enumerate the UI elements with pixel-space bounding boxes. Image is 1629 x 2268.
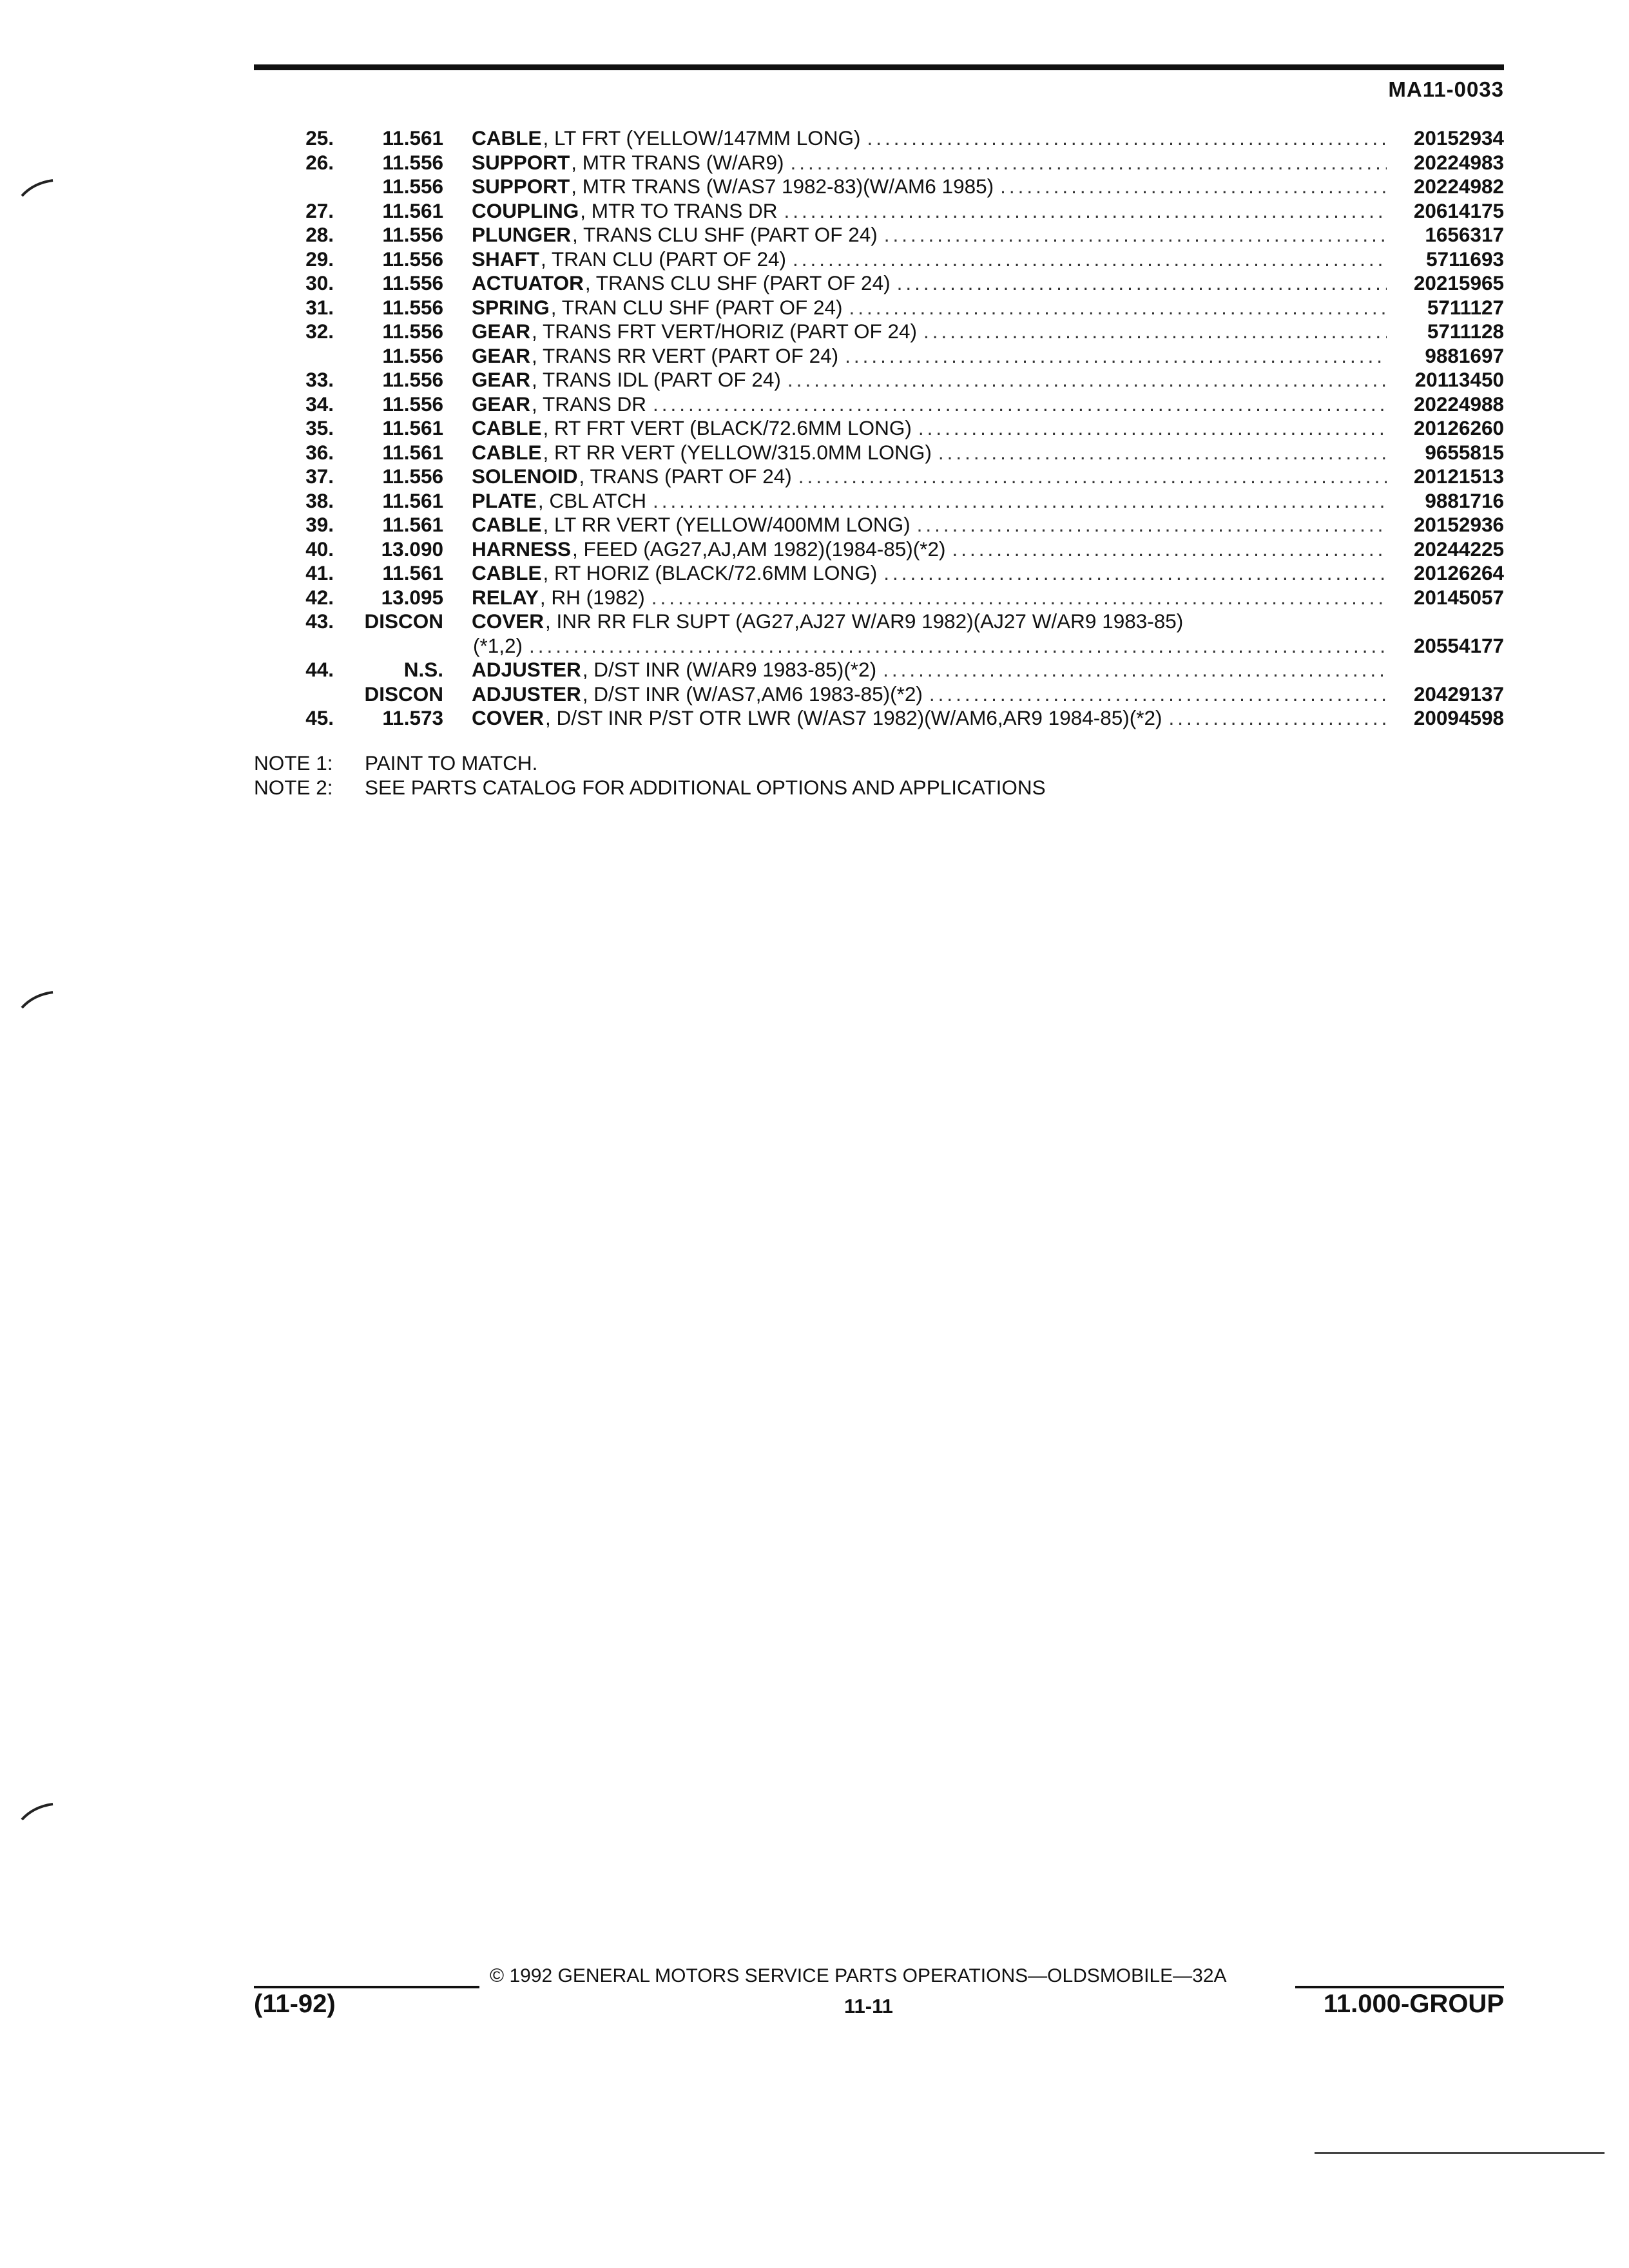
- part-name: COUPLING: [472, 198, 579, 222]
- part-number: 20429137: [1413, 682, 1504, 706]
- dot-leader: [994, 175, 1387, 199]
- part-name: PLATE: [472, 488, 537, 512]
- part-detail: , RH (1982): [539, 585, 645, 609]
- item-number: 43.: [305, 610, 334, 633]
- part-description: [472, 489, 1387, 514]
- part-name: SUPPORT: [472, 150, 570, 174]
- item-number: 39.: [305, 513, 334, 536]
- item-number: 36.: [305, 440, 334, 464]
- punch-mark: [19, 1798, 55, 1823]
- dot-leader: [784, 151, 1387, 175]
- dot-leader: [646, 392, 1387, 417]
- footer-rule: [254, 1986, 479, 1988]
- part-row: [254, 320, 1504, 344]
- part-description: [472, 199, 1387, 224]
- dot-leader: [792, 465, 1387, 489]
- item-number: 27.: [305, 198, 334, 222]
- part-description: [472, 151, 1387, 175]
- part-detail: , CBL ATCH: [537, 488, 646, 512]
- note-row: [254, 776, 1046, 800]
- group-number: 13.095: [381, 585, 443, 609]
- part-description: [472, 561, 1387, 586]
- group-number: 11.561: [382, 440, 443, 464]
- part-number: 5711693: [1426, 247, 1504, 271]
- part-detail: , TRANS FRT VERT/HORIZ (PART OF 24): [532, 320, 918, 343]
- dot-leader: [645, 586, 1387, 610]
- item-number: 34.: [305, 392, 334, 416]
- part-row: [254, 271, 1504, 296]
- dot-leader: [786, 247, 1387, 272]
- part-description: [472, 610, 1387, 634]
- group-number: 11.561: [382, 488, 443, 512]
- part-number: 9881697: [1425, 343, 1504, 367]
- part-description: [472, 344, 1387, 369]
- part-number: 20145057: [1413, 585, 1504, 609]
- item-number: 25.: [305, 126, 334, 149]
- group-number: 11.556: [382, 271, 443, 294]
- part-description: [472, 247, 1387, 272]
- item-number: 26.: [305, 150, 334, 174]
- part-detail: , TRANS RR VERT (PART OF 24): [532, 343, 839, 367]
- part-detail: (*1,2): [473, 633, 523, 657]
- copyright-line: © 1992 GENERAL MOTORS SERVICE PARTS OPERATIONS—OLDSMOBILE—32A: [490, 1965, 1227, 1986]
- group-number: DISCON: [364, 610, 443, 633]
- part-name: ADJUSTER: [472, 658, 581, 681]
- part-number: 20126260: [1413, 416, 1504, 439]
- part-description: [472, 271, 1387, 296]
- part-number: 20126264: [1413, 561, 1504, 584]
- document-id: MA11-0033: [1388, 77, 1504, 101]
- part-row: [254, 151, 1504, 175]
- part-detail: , D/ST INR (W/AS7,AM6 1983-85)(*2): [582, 682, 923, 706]
- part-description: [472, 320, 1387, 344]
- part-row: [254, 223, 1504, 247]
- dot-leader: [912, 416, 1387, 441]
- part-description: [472, 586, 1387, 610]
- group-number: 11.556: [382, 223, 443, 246]
- group-number: 11.556: [382, 465, 443, 488]
- part-description: [472, 296, 1387, 320]
- dot-leader: [838, 344, 1387, 369]
- part-number: 20614175: [1413, 198, 1504, 222]
- item-number: 28.: [305, 223, 334, 246]
- group-number: 11.556: [382, 175, 443, 198]
- part-number: 20224988: [1413, 392, 1504, 416]
- part-detail: , TRANS CLU SHF (PART OF 24): [584, 271, 891, 294]
- part-detail: , FEED (AG27,AJ,AM 1982)(1984-85)(*2): [572, 537, 946, 561]
- part-description: [472, 634, 1387, 658]
- part-number: 20152936: [1413, 513, 1504, 536]
- group-number: 11.561: [382, 561, 443, 584]
- part-description: [472, 126, 1387, 151]
- part-name: SHAFT: [472, 247, 539, 271]
- punch-mark: [19, 986, 55, 1012]
- part-name: CABLE: [472, 513, 542, 536]
- part-description: [472, 706, 1387, 731]
- group-number: 11.556: [382, 150, 443, 174]
- part-description: [472, 175, 1387, 199]
- footer-rule: [1295, 1986, 1504, 1988]
- part-description: [472, 223, 1387, 247]
- dot-leader: [878, 223, 1387, 247]
- part-detail: , LT FRT (YELLOW/147MM LONG): [543, 126, 861, 149]
- part-detail: , MTR TRANS (W/AS7 1982-83)(W/AM6 1985): [571, 175, 994, 198]
- part-description: [472, 537, 1387, 562]
- part-number: 20152934: [1413, 126, 1504, 149]
- dot-leader: [946, 537, 1387, 562]
- header-rule: [254, 64, 1504, 70]
- dot-leader: [843, 296, 1387, 320]
- part-detail: , LT RR VERT (YELLOW/400MM LONG): [543, 513, 911, 536]
- part-row: [254, 441, 1504, 465]
- part-description: [472, 465, 1387, 489]
- notes-section: [254, 751, 1046, 800]
- group-number: N.S.: [403, 658, 443, 681]
- part-name: COVER: [472, 706, 545, 729]
- part-row: [254, 658, 1504, 682]
- revision-date: (11-92): [254, 1990, 336, 2018]
- item-number: 29.: [305, 247, 334, 271]
- dot-leader: [917, 320, 1387, 344]
- part-detail: , TRANS IDL (PART OF 24): [532, 368, 781, 391]
- part-name: COVER: [472, 610, 545, 633]
- punch-mark: [19, 174, 55, 200]
- part-number: 20244225: [1413, 537, 1504, 561]
- dot-leader: [877, 561, 1387, 586]
- dot-leader: [646, 489, 1387, 514]
- part-number: 5711127: [1427, 295, 1504, 319]
- part-description: [472, 441, 1387, 465]
- dot-leader: [891, 271, 1387, 296]
- note-row: [254, 751, 1046, 776]
- part-name: CABLE: [472, 440, 542, 464]
- part-name: RELAY: [472, 585, 539, 609]
- part-number: 20094598: [1413, 706, 1504, 729]
- group-number: 11.556: [382, 368, 443, 391]
- part-number: 5711128: [1427, 320, 1504, 343]
- part-name: HARNESS: [472, 537, 572, 561]
- part-number: 20554177: [1413, 633, 1504, 657]
- part-name: ADJUSTER: [472, 682, 581, 706]
- part-number: 20121513: [1413, 465, 1504, 488]
- part-description: [472, 416, 1387, 441]
- group-number: 13.090: [381, 537, 443, 561]
- part-detail: , TRAN CLU (PART OF 24): [541, 247, 786, 271]
- part-name: ACTUATOR: [472, 271, 584, 294]
- group-number: 11.556: [382, 320, 443, 343]
- item-number: 31.: [305, 295, 334, 319]
- group-number: 11.556: [382, 295, 443, 319]
- part-name: SPRING: [472, 295, 550, 319]
- part-row: [254, 489, 1504, 514]
- part-detail: , INR RR FLR SUPT (AG27,AJ27 W/AR9 1982)(AJ27 W/AR9 1983-85): [545, 610, 1184, 633]
- group-number: 11.561: [382, 416, 443, 439]
- part-detail: , RT HORIZ (BLACK/72.6MM LONG): [543, 561, 878, 584]
- group-number: 11.556: [382, 343, 443, 367]
- item-number: 44.: [305, 658, 334, 681]
- item-number: 42.: [305, 585, 334, 609]
- dot-leader: [876, 658, 1387, 682]
- group-number: 11.561: [382, 198, 443, 222]
- item-number: 37.: [305, 465, 334, 488]
- dot-leader: [861, 126, 1387, 151]
- part-row: [254, 586, 1504, 610]
- part-row: [254, 199, 1504, 224]
- part-description: [472, 392, 1387, 417]
- part-row: [254, 416, 1504, 441]
- group-number: 11.556: [382, 392, 443, 416]
- part-row: [254, 610, 1504, 634]
- part-description: [472, 368, 1387, 392]
- part-name: SUPPORT: [472, 175, 570, 198]
- note-text: PAINT TO MATCH.: [365, 751, 538, 774]
- part-name: CABLE: [472, 561, 542, 584]
- part-row: [254, 392, 1504, 417]
- group-number: DISCON: [364, 682, 443, 706]
- part-row: [254, 465, 1504, 489]
- item-number: 41.: [305, 561, 334, 584]
- item-number: 30.: [305, 271, 334, 294]
- part-number: 20113450: [1414, 368, 1504, 391]
- part-number: 9881716: [1425, 488, 1504, 512]
- part-name: GEAR: [472, 320, 531, 343]
- part-row: [254, 561, 1504, 586]
- group-number: 11.573: [382, 706, 443, 729]
- part-number: 9655815: [1425, 440, 1504, 464]
- part-name: PLUNGER: [472, 223, 572, 246]
- part-row: [254, 513, 1504, 537]
- group-number: 11.561: [382, 126, 443, 149]
- item-number: 38.: [305, 488, 334, 512]
- note-text: SEE PARTS CATALOG FOR ADDITIONAL OPTIONS AND APPLICATIONS: [365, 775, 1046, 799]
- dot-leader: [911, 513, 1387, 537]
- part-row: [254, 344, 1504, 369]
- part-description: [472, 682, 1387, 707]
- part-detail: , TRAN CLU SHF (PART OF 24): [550, 295, 843, 319]
- parts-list: [254, 126, 1504, 731]
- part-row: [254, 537, 1504, 562]
- part-row: [254, 175, 1504, 199]
- dot-leader: [1162, 706, 1387, 731]
- part-row: [254, 296, 1504, 320]
- item-number: 45.: [305, 706, 334, 729]
- part-detail: , RT RR VERT (YELLOW/315.0MM LONG): [543, 440, 932, 464]
- note-label: NOTE 1:: [254, 751, 333, 774]
- part-detail: , MTR TO TRANS DR: [580, 198, 778, 222]
- page-number: 11-11: [844, 1995, 893, 2017]
- dot-leader: [778, 199, 1387, 224]
- part-name: GEAR: [472, 368, 531, 391]
- part-detail: , TRANS CLU SHF (PART OF 24): [572, 223, 878, 246]
- part-number: 20224982: [1413, 175, 1504, 198]
- part-number: 20224983: [1413, 150, 1504, 174]
- part-detail: , TRANS (PART OF 24): [579, 465, 792, 488]
- part-row: [254, 682, 1504, 707]
- dot-leader: [923, 682, 1387, 707]
- part-number: 1656317: [1425, 223, 1504, 246]
- part-name: SOLENOID: [472, 465, 578, 488]
- part-number: 20215965: [1413, 271, 1504, 294]
- item-number: 33.: [305, 368, 334, 391]
- part-description: [472, 513, 1387, 537]
- part-row: [254, 634, 1504, 658]
- group-number: 11.561: [382, 513, 443, 536]
- note-label: NOTE 2:: [254, 775, 333, 799]
- part-row: [254, 706, 1504, 731]
- group-number: 11.556: [382, 247, 443, 271]
- item-number: 35.: [305, 416, 334, 439]
- bottom-rule: [1315, 2152, 1605, 2154]
- part-detail: , D/ST INR P/ST OTR LWR (W/AS7 1982)(W/AM6,AR9 1984-85)(*2): [545, 706, 1162, 729]
- part-name: CABLE: [472, 416, 542, 439]
- item-number: 40.: [305, 537, 334, 561]
- part-row: [254, 126, 1504, 151]
- part-detail: , TRANS DR: [532, 392, 646, 416]
- part-name: GEAR: [472, 343, 531, 367]
- part-description: [472, 658, 1387, 682]
- part-row: [254, 368, 1504, 392]
- part-name: CABLE: [472, 126, 542, 149]
- part-detail: , MTR TRANS (W/AR9): [571, 150, 784, 174]
- dot-leader: [523, 634, 1387, 658]
- part-name: GEAR: [472, 392, 531, 416]
- dot-leader: [781, 368, 1387, 392]
- part-detail: , D/ST INR (W/AR9 1983-85)(*2): [582, 658, 877, 681]
- dot-leader: [932, 441, 1387, 465]
- part-row: [254, 247, 1504, 272]
- item-number: 32.: [305, 320, 334, 343]
- part-detail: , RT FRT VERT (BLACK/72.6MM LONG): [543, 416, 912, 439]
- group-label: 11.000-GROUP: [1323, 1990, 1504, 2018]
